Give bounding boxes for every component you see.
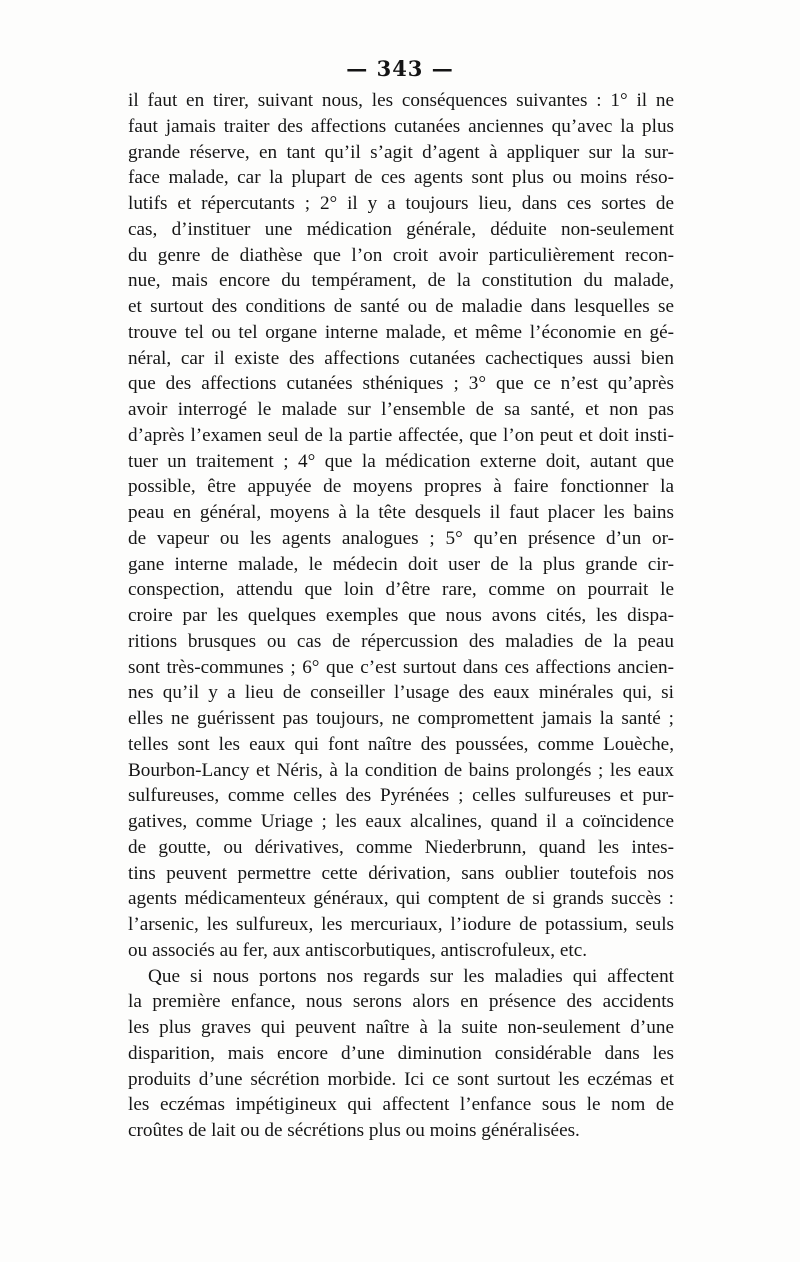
text-line: disparition, mais encore d’une diminution considérable dans les xyxy=(128,1042,674,1064)
text-line: sulfureuses, comme celles des Pyrénées ; celles sulfureuses et pur- xyxy=(128,785,674,807)
text-line: de goutte, ou dérivatives, comme Niederbrunn, quand les intes- xyxy=(128,836,674,858)
text-line: avoir interrogé le malade sur l’ensemble de sa santé, et non pas xyxy=(128,399,674,420)
text-line: néral, car il existe des affections cutanées cachectiques aussi bien xyxy=(128,347,674,369)
text-line: nue, mais encore du tempérament, de la constitution du malade, xyxy=(128,270,674,292)
text-line: croire par les quelques exemples que nous avons cités, les dispa- xyxy=(128,605,674,626)
text-line: du genre de diathèse que l’on croit avoir particulièrement recon- xyxy=(128,244,674,266)
text-line: trouve tel ou tel organe interne malade, et même l’économie en gé- xyxy=(128,321,674,343)
paragraph xyxy=(128,964,674,1144)
text-line: possible, être appuyée de moyens propres à faire fonctionner la xyxy=(128,476,674,498)
text-line: cas, d’instituer une médication générale, déduite non-seulement xyxy=(128,218,674,240)
text-line: telles sont les eaux qui font naître des poussées, comme Louèche, xyxy=(128,733,674,755)
text-line: elles ne guérissent pas toujours, ne compromettent jamais la santé ; xyxy=(128,708,674,729)
text-line: gatives, comme Uriage ; les eaux alcalines, quand il a coïncidence xyxy=(128,811,674,832)
text-line: nes qu’il y a lieu de conseiller l’usage des eaux minérales qui, si xyxy=(128,682,674,704)
text-line: Bourbon-Lancy et Néris, à la condition de bains prolongés ; les eaux xyxy=(128,759,674,781)
text-line: de vapeur ou les agents analogues ; 5° qu’en présence d’un or- xyxy=(128,527,674,549)
text-line: tuer un traitement ; 4° que la médication externe doit, autant que xyxy=(128,450,674,472)
text-line: tins peuvent permettre cette dérivation, sans oublier toutefois nos xyxy=(128,862,674,884)
text-line: l’arsenic, les sulfureux, les mercuriaux, l’iodure de potassium, seuls xyxy=(128,914,674,935)
body-text xyxy=(128,88,674,1144)
text-line: d’après l’examen seul de la partie affectée, que l’on peut et doit insti- xyxy=(128,424,674,446)
text-line: que des affections cutanées sthéniques ; 3° que ce n’est qu’après xyxy=(128,373,674,395)
text-line: lutifs et répercutants ; 2° il y a toujours lieu, dans ces sortes de xyxy=(128,193,674,214)
paragraph xyxy=(128,88,674,964)
page-number: — 343 — xyxy=(346,56,454,81)
text-line: Que si nous portons nos regards sur les maladies qui affectent xyxy=(148,965,674,987)
text-line: et surtout des conditions de santé ou de maladie dans lesquelles se xyxy=(128,296,674,317)
text-line: grande réserve, en tant qu’il s’agit d’agent à appliquer sur la sur- xyxy=(128,141,674,163)
text-line: gane interne malade, le médecin doit user de la plus grande cir- xyxy=(128,553,674,575)
text-line: conspection, attendu que loin d’être rare, comme on pourrait le xyxy=(128,579,674,601)
text-line: les plus graves qui peuvent naître à la suite non-seulement d’une xyxy=(128,1017,674,1038)
text-line: la première enfance, nous serons alors en présence des accidents xyxy=(128,991,674,1013)
text-line: ou associés au fer, aux antiscorbutiques, antiscrofuleux, etc. xyxy=(128,939,588,961)
text-line: ritions brusques ou cas de répercussion des maladies de la peau xyxy=(128,630,674,652)
text-line: sont très-communes ; 6° que c’est surtout dans ces affections ancien- xyxy=(128,656,674,678)
text-line: croûtes de lait ou de sécrétions plus ou moins généralisées. xyxy=(128,1120,580,1141)
text-line: les eczémas impétigineux qui affectent l’enfance sous le nom de xyxy=(128,1094,674,1116)
text-line: produits d’une sécrétion morbide. Ici ce sont surtout les eczémas et xyxy=(128,1068,674,1090)
text-line: face malade, car la plupart de ces agents sont plus ou moins réso- xyxy=(128,167,674,189)
text-line: peau en général, moyens à la tête desquels il faut placer les bains xyxy=(128,502,674,523)
text-line: agents médicamenteux généraux, qui comptent de si grands succès : xyxy=(128,888,674,910)
text-line: il faut en tirer, suivant nous, les conséquences suivantes : 1° il ne xyxy=(128,90,674,111)
text-line: faut jamais traiter des affections cutanées anciennes qu’avec la plus xyxy=(128,115,674,137)
